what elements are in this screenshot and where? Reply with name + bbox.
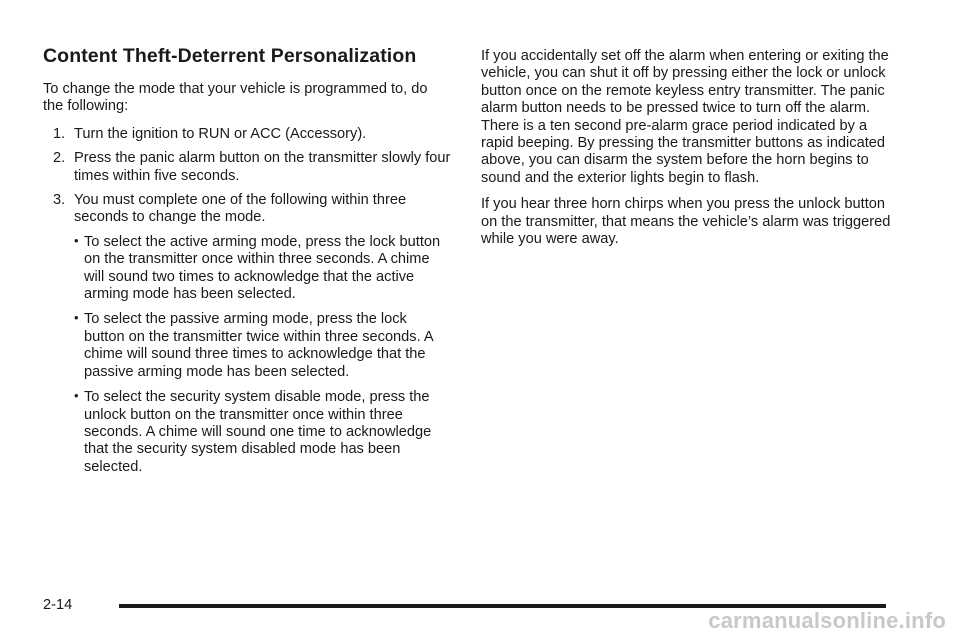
section-heading: Content Theft-Deterrent Personalization xyxy=(43,45,417,67)
bullet-item xyxy=(74,234,451,304)
step-number: 3. xyxy=(53,192,66,209)
step-text: Turn the ignition to RUN or ACC (Accessory). xyxy=(74,125,367,142)
horn-chirps-paragraph: If you hear three horn chirps when you press the unlock button on the transmitter, that means the vehicle’s alarm was triggered while you were away. xyxy=(481,196,891,248)
watermark-logo: carmanualsonline.info xyxy=(708,608,946,633)
step-item xyxy=(43,126,451,143)
step-item xyxy=(43,192,451,476)
alarm-paragraph: If you accidentally set off the alarm when entering or exiting the vehicle, you can shut it off by pressing either the lock or unlock button once on the remote keyless entry transmitter. The panic alarm button needs to be pressed twice to turn off the alarm. There is a ten second pre-alarm grace period indicated by a rapid beeping. By pressing the transmitter buttons as indicated above, you can disarm the system before the horn begins to sound and the exterior lights begin to flash. xyxy=(481,48,889,186)
steps-list xyxy=(43,126,451,476)
bullet-text: To select the passive arming mode, press the lock button on the transmitter twice within three seconds. A chime will sound three times to acknowledge that the passive arming mode has been selected. xyxy=(84,311,433,380)
bullet-text: To select the security system disable mode, press the unlock button on the transmitter once within three seconds. A chime will sound one time to acknowledge that the security system disabled mode has been selected. xyxy=(84,389,432,475)
mode-options-list xyxy=(74,234,451,476)
step-text: You must complete one of the following within three seconds to change the mode. xyxy=(74,192,407,226)
step-text: Press the panic alarm button on the transmitter slowly four times within five seconds. xyxy=(74,150,451,184)
bullet-item xyxy=(74,389,451,476)
bullet-dot-icon: • xyxy=(74,232,79,248)
bullet-dot-icon: • xyxy=(74,310,79,326)
intro-paragraph: To change the mode that your vehicle is programmed to, do the following: xyxy=(43,81,428,115)
step-item xyxy=(43,150,451,185)
step-number: 1. xyxy=(53,125,66,142)
left-column xyxy=(43,44,451,484)
bullet-item xyxy=(74,311,451,381)
page-number: 2-14 xyxy=(43,597,73,613)
right-column xyxy=(481,48,891,257)
bullet-text: To select the active arming mode, press the lock button on the transmitter once within three seconds. A chime will sound two times to acknowledge that the active arming mode has been selected. xyxy=(84,233,441,303)
bullet-dot-icon: • xyxy=(74,388,79,404)
step-number: 2. xyxy=(53,150,66,167)
